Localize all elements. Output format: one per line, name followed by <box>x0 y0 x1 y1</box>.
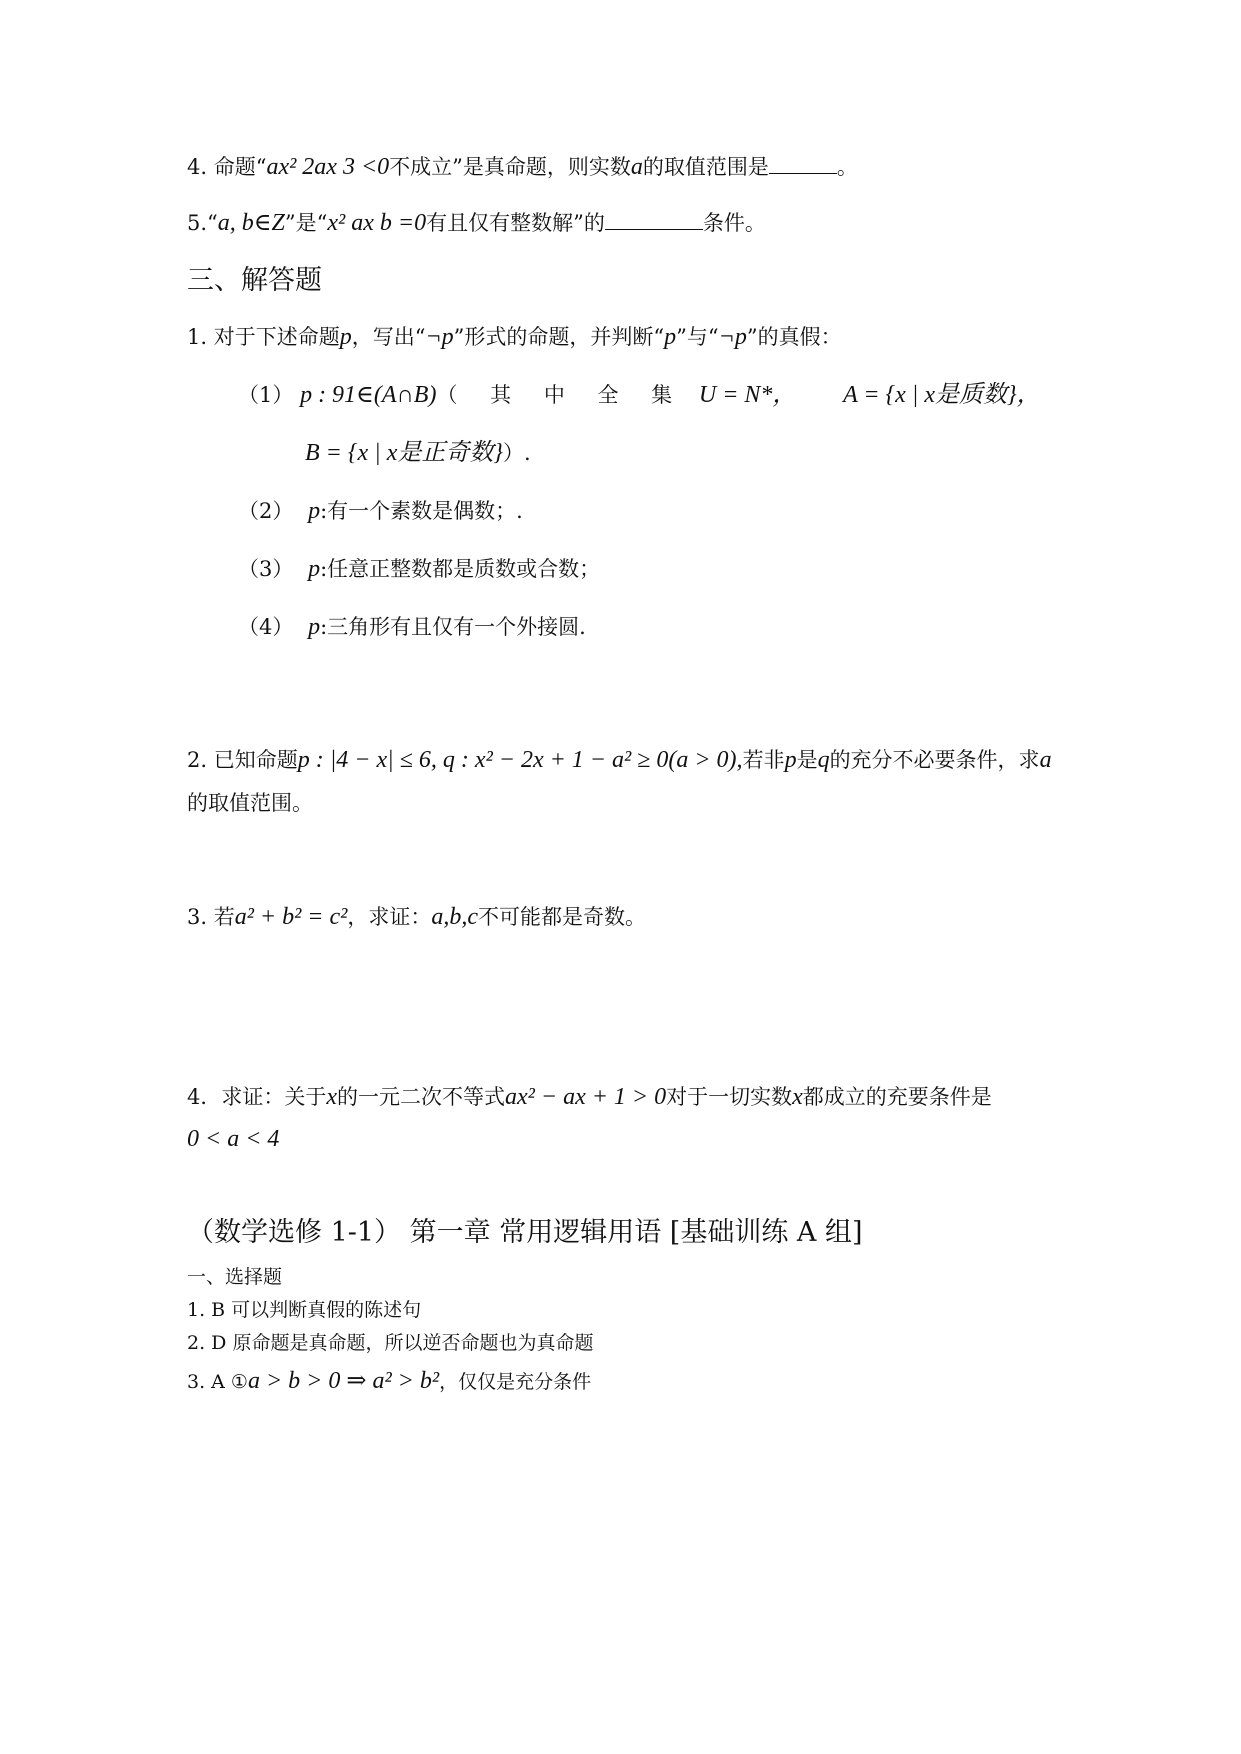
answer-2: 2. D 原命题是真命题，所以逆否命题也为真命题 <box>187 1332 594 1354</box>
sub-item-4: （4） p:三角形有且仅有一个外接圆. <box>238 614 586 640</box>
solve-question-4-line2: 0 < a < 4 <box>187 1126 280 1152</box>
sub-item-3: （3） p:任意正整数都是质数或合数； <box>238 556 601 582</box>
solve-question-1: 1. 对于下述命题p，写出“¬p”形式的命题，并判断“p”与“¬p”的真假： <box>187 324 842 350</box>
q4-math: ax² 2ax 3 <0 <box>266 154 390 180</box>
answer-3: 3. A ①a > b > 0 ⇒ a² > b²，仅仅是充分条件 <box>187 1368 592 1394</box>
chapter-title: （数学选修 1-1） 第一章 常用逻辑用语 [基础训练 A 组] <box>187 1217 863 1248</box>
question-4: 4. 命题“ax² 2ax 3 <0不成立”是真命题，则实数a的取值范围是 。 <box>187 154 858 180</box>
solve-question-4: 4．求证：关于x的一元二次不等式ax² − ax + 1 > 0对于一切实数x都成立的充要条件是 <box>187 1084 992 1110</box>
sub-item-1: （1） p : 91∈(A∩B)（ 其 中 全 集 U = N*， A = {x | x是质数}， <box>238 382 1041 408</box>
question-5: 5.“a, b∈Z”是“x² ax b =0有且仅有整数解”的 条件。 <box>187 210 766 236</box>
solve-question-2-line2: 的取值范围。 <box>187 791 313 815</box>
solve-question-3: 3. 若a² + b² = c²，求证：a,b,c不可能都是奇数。 <box>187 904 647 930</box>
answer-blank <box>605 209 703 230</box>
sub-item-2: （2） p:有一个素数是偶数；. <box>238 498 523 524</box>
answer-blank <box>769 153 837 174</box>
solve-question-2: 2. 已知命题p : |4 − x| ≤ 6, q : x² − 2x + 1 − a² ≥ 0(a > 0),若非p是q的充分不必要条件，求a <box>187 747 1052 773</box>
sub-item-1-continued: B = {x | x是正奇数}）. <box>305 440 531 466</box>
answers-section-1: 一、选择题 <box>187 1266 283 1288</box>
answer-1: 1. B 可以判断真假的陈述句 <box>187 1299 422 1321</box>
section-heading-3: 三、解答题 <box>187 265 322 296</box>
